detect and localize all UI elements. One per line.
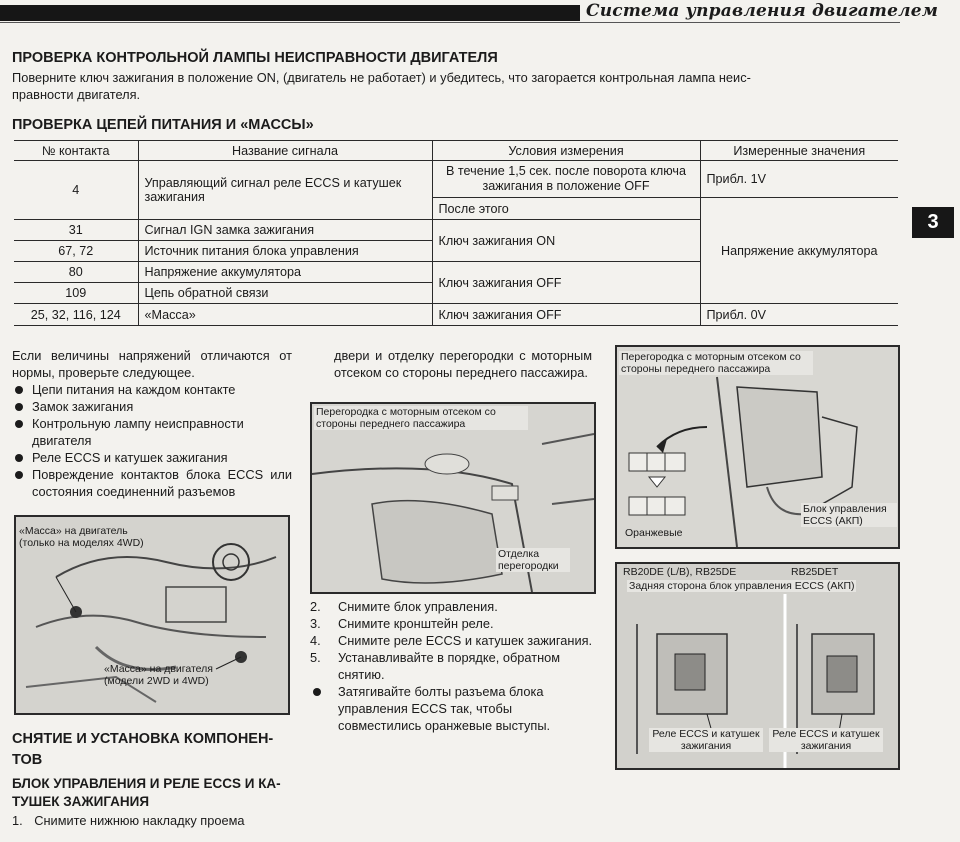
value-cell: Прибл. 1V xyxy=(700,161,898,198)
signal-cell: Напряжение аккумулятора xyxy=(138,262,432,283)
pin-cell: 31 xyxy=(14,220,138,241)
signal-cell: «Масса» xyxy=(138,304,432,326)
firewall-trim-figure xyxy=(310,402,596,594)
figure-label: «Масса» на двигатель (только на моделях 4WD) xyxy=(19,525,144,549)
figure-label: RB20DE (L/B), RB25DE xyxy=(623,566,737,578)
pin-cell: 67, 72 xyxy=(14,241,138,262)
pin-cell: 4 xyxy=(14,161,138,220)
column-header: Измеренные значения xyxy=(700,141,898,161)
figure-label: Оранжевые xyxy=(625,527,683,539)
list-item: 3. Снимите кронштейн реле. xyxy=(310,616,494,631)
section-tab: 3 xyxy=(912,207,954,238)
signal-cell: Источник питания блока управления xyxy=(138,241,432,262)
left-column-text xyxy=(12,347,292,500)
page-header-title: Система управления двигателем xyxy=(586,1,939,21)
column-header: № контакта xyxy=(14,141,138,161)
list-item: Замок зажигания xyxy=(12,398,292,415)
condition-cell: В течение 1,5 сек. после поворота ключа зажигания в положение OFF xyxy=(432,161,700,198)
power-check-table xyxy=(14,140,898,326)
list-item: 4. Снимите реле ECCS и катушек зажигания. xyxy=(310,633,593,648)
removal-heading: СНЯТИЕ И УСТАНОВКА КОМПОНЕН-ТОВ xyxy=(12,731,274,768)
check-list xyxy=(12,381,292,500)
list-item: 5. Устанавливайте в порядке, обратном снятию. xyxy=(310,650,561,682)
list-item: Контрольную лампу неисправности двигателя xyxy=(12,415,292,449)
value-cell: Прибл. 0V xyxy=(700,304,898,326)
signal-cell: Цепь обратной связи xyxy=(138,283,432,304)
table-row xyxy=(14,304,898,326)
figure-label: Задняя сторона блок управления ECCS (АКП) xyxy=(629,580,855,592)
header-rule xyxy=(0,22,900,23)
figure-label: Отделка перегородки xyxy=(496,548,570,572)
condition-cell: Ключ зажигания ON xyxy=(432,220,700,262)
table-row xyxy=(14,161,898,198)
signal-cell: Сигнал IGN замка зажигания xyxy=(138,220,432,241)
list-item: Повреждение контактов блока ECCS или состояния соединенний разъемов xyxy=(12,466,292,500)
ecu-location-figure xyxy=(615,345,900,549)
figure-label: «Масса» на двигателя (модели 2WD и 4WD) xyxy=(104,663,213,687)
steps-list xyxy=(310,598,594,683)
lamp-check-heading: ПРОВЕРКА КОНТРОЛЬНОЙ ЛАМПЫ НЕИСПРАВНОСТИ ДВИГАТЕЛЯ xyxy=(12,50,498,66)
value-cell: Напряжение аккумулятора xyxy=(700,198,898,304)
condition-cell: После этого xyxy=(432,198,700,220)
signal-cell: Управляющий сигнал реле ECCS и катушек зажигания xyxy=(138,161,432,220)
column-header: Название сигнала xyxy=(138,141,432,161)
note-list xyxy=(310,683,594,734)
header-bar xyxy=(0,5,580,21)
list-item: 2. Снимите блок управления. xyxy=(310,599,498,614)
power-check-heading: ПРОВЕРКА ЦЕПЕЙ ПИТАНИЯ И «МАССЫ» xyxy=(12,117,314,133)
intro-text: Если величины напряжений отличаются от нормы, проверьте следующее. xyxy=(12,348,292,380)
figure-label: Блок управления ECCS (АКП) xyxy=(801,503,897,527)
figure-label: Реле ECCS и катушек зажигания xyxy=(769,728,883,752)
table-header-row xyxy=(14,141,898,161)
continuation-text: двери и отделку перегородки с моторным отсеком со стороны переднего пассажира. xyxy=(334,348,592,380)
figure-label: Реле ECCS и катушек зажигания xyxy=(649,728,763,752)
figure-label: Перегородка с моторным отсеком со стороны переднего пассажира xyxy=(619,351,813,375)
list-item: Затягивайте болты разъема блока управления ECCS так, чтобы совместились оранжевые выступы. xyxy=(310,683,594,734)
removal-steps xyxy=(310,598,594,734)
relay-location-figure xyxy=(615,562,900,770)
pin-cell: 80 xyxy=(14,262,138,283)
lamp-check-text: Поверните ключ зажигания в положение ON, (двигатель не работает) и убедитесь, что загорается контрольная лампа неис- правности двигателя. xyxy=(12,70,751,102)
ecu-heading: БЛОК УПРАВЛЕНИЯ И РЕЛЕ ECCS И КА-ТУШЕК ЗАЖИГАНИЯ xyxy=(12,776,281,809)
engine-ground-figure xyxy=(14,515,290,715)
condition-cell: Ключ зажигания OFF xyxy=(432,304,700,326)
condition-cell: Ключ зажигания OFF xyxy=(432,262,700,304)
column-header: Условия измерения xyxy=(432,141,700,161)
pin-cell: 25, 32, 116, 124 xyxy=(14,304,138,326)
figure-label: RB25DET xyxy=(791,566,839,578)
list-item: Реле ECCS и катушек зажигания xyxy=(12,449,292,466)
figure-label: Перегородка с моторным отсеком со стороны переднего пассажира xyxy=(314,406,528,430)
step-1: 1. Снимите нижнюю накладку проема xyxy=(12,813,245,828)
list-item: Цепи питания на каждом контакте xyxy=(12,381,292,398)
pin-cell: 109 xyxy=(14,283,138,304)
